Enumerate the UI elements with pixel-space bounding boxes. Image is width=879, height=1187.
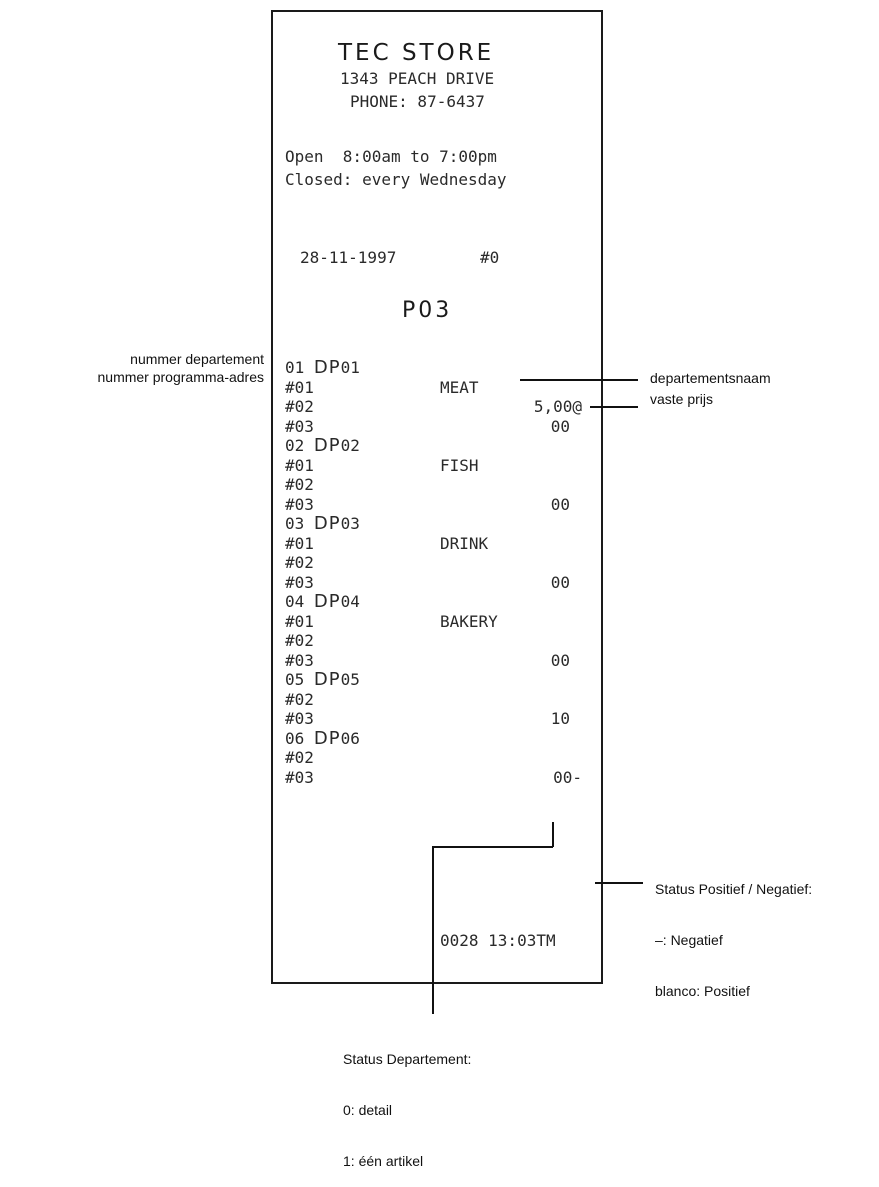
row-value: MEAT	[440, 377, 479, 397]
dp-label: DP	[313, 513, 341, 534]
closed-day: Closed: every Wednesday	[285, 170, 507, 189]
leader-line-dept-name	[520, 379, 638, 381]
annotation-status-dept: Status Departement: 0: detail 1: één artikel	[343, 1051, 472, 1169]
receipt-date: 28-11-1997	[300, 248, 397, 267]
row-left: #02	[285, 553, 314, 572]
dp-label: DP	[313, 591, 341, 612]
annotation-fixed-price: vaste prijs	[650, 391, 714, 407]
row-left: #03	[285, 767, 314, 787]
row-value: 00-	[553, 767, 582, 787]
annotation-status-pos-neg: Status Positief / Negatief: –: Negatief blanco: Positief	[655, 881, 813, 999]
dp-number: 02	[340, 436, 360, 455]
receipt-number: #0	[480, 248, 500, 267]
row-left: #02	[285, 631, 314, 650]
row-left: #03	[285, 650, 314, 670]
row-left: 05 DP05	[285, 669, 360, 690]
row-value: 00	[550, 494, 570, 514]
row-left: #03	[285, 494, 314, 514]
row-left: #01	[285, 455, 314, 475]
dp-number: 04	[340, 592, 360, 611]
row-value: 10	[550, 709, 570, 728]
dp-number: 01	[340, 358, 360, 377]
row-value: BAKERY	[440, 611, 498, 631]
row-value: 5,00@	[533, 397, 582, 416]
annotation-dept-name: departementsnaam	[650, 370, 771, 386]
store-phone: PHONE: 87-6437	[350, 92, 485, 111]
row-left: #02	[285, 397, 314, 416]
leader-line-status-dept-h	[432, 846, 553, 848]
leader-line-fixed-price	[590, 406, 638, 408]
dp-number: 06	[340, 728, 360, 748]
row-left: #03	[285, 709, 314, 728]
leader-line-status-dept-down	[432, 846, 434, 1014]
dp-label: DP	[313, 357, 341, 378]
row-left: 03 DP03	[285, 513, 360, 534]
row-value: DRINK	[440, 533, 489, 553]
row-left: #03	[285, 572, 314, 592]
row-left: 04 DP04	[285, 591, 360, 612]
dp-label: DP	[313, 727, 341, 749]
row-value: 00	[550, 572, 570, 592]
row-left: #01	[285, 377, 314, 397]
row-left: #02	[285, 748, 314, 767]
counter-time: 0028 13:03TM	[440, 931, 556, 950]
row-left: #03	[285, 416, 314, 436]
leader-line-status-dept-up	[552, 822, 554, 847]
annotation-program-address: nummer programma-adres	[97, 369, 264, 385]
row-left: 06 DP06	[285, 727, 360, 749]
row-left: 01 DP01	[285, 357, 360, 378]
row-value: 00	[550, 416, 570, 436]
dp-label: DP	[313, 669, 341, 690]
row-left: #02	[285, 475, 314, 494]
row-value: FISH	[440, 455, 479, 475]
leader-line-status-pos-neg	[595, 882, 643, 884]
annotation-dept-number: nummer departement	[130, 351, 264, 367]
row-left: 02 DP02	[285, 435, 360, 456]
dp-number: 05	[340, 670, 360, 689]
open-hours: Open 8:00am to 7:00pm	[285, 147, 497, 166]
row-left: #01	[285, 611, 314, 631]
dp-number: 03	[340, 514, 360, 533]
row-value: 00	[550, 650, 570, 670]
program-code: P03	[402, 298, 453, 323]
row-left: #01	[285, 533, 314, 553]
store-name: TEC STORE	[338, 40, 495, 66]
row-left: #02	[285, 689, 314, 709]
dp-label: DP	[313, 435, 341, 456]
store-address: 1343 PEACH DRIVE	[340, 69, 495, 88]
